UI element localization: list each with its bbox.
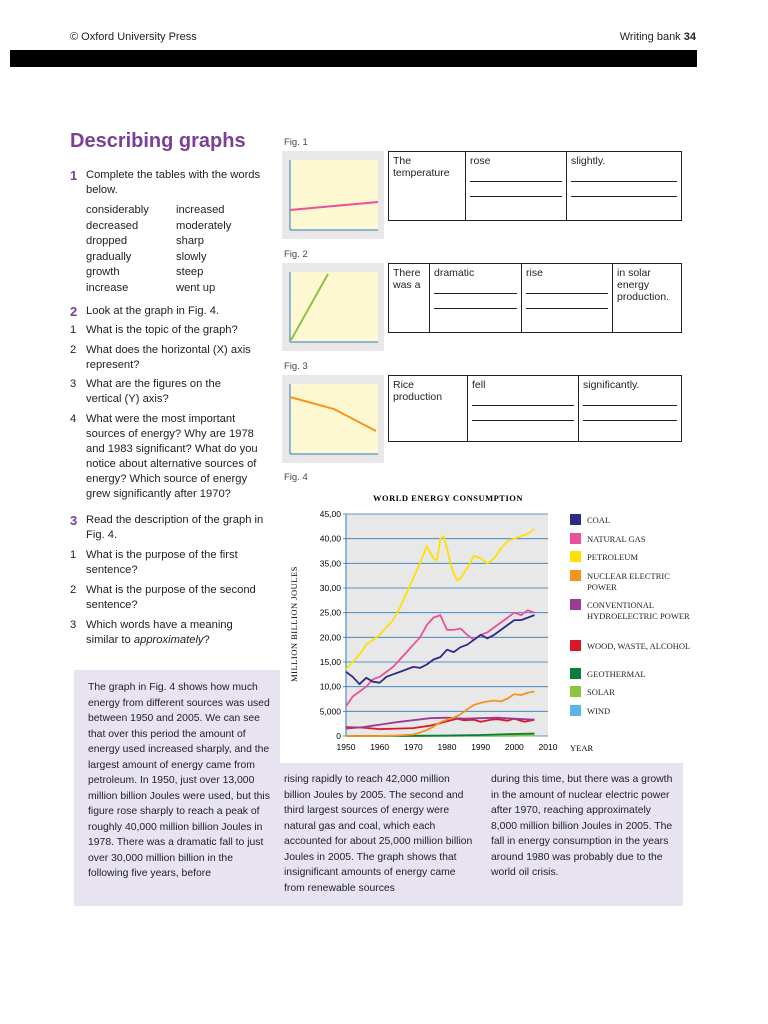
description-col-3: during this time, but there was a growth in the amount of nuclear electric power after 1970, reaching approximately 8,000 million billion Joules in 2005. The fall in energy consumption in the years around 1980 was probably due to the world oil crisis. <box>491 774 673 878</box>
answer-blank[interactable] <box>434 293 517 294</box>
x-tick-label: 2010 <box>538 742 558 752</box>
y-tick-label: 40,00 <box>319 533 341 544</box>
table-cell: significantly. <box>579 376 682 442</box>
y-tick-label: 30,00 <box>319 583 341 593</box>
word-bank-col-2 <box>176 203 231 296</box>
trend-line <box>290 397 376 431</box>
legend-label: COAL <box>587 515 611 525</box>
question-item: 1 What is the purpose of the first sentence? <box>70 549 238 576</box>
legend-swatch <box>570 533 581 544</box>
word-item: slowly <box>176 250 207 263</box>
exercise-3-number: 3 <box>70 513 78 528</box>
y-axis-label: MILLION BILLION JOULES <box>289 566 299 682</box>
fig-2-table <box>388 263 682 333</box>
x-tick-label: 1950 <box>336 742 356 752</box>
x-tick-label: 1970 <box>403 742 423 752</box>
trend-line <box>291 274 328 340</box>
legend-swatch <box>570 705 581 716</box>
word-item: sharp <box>176 235 204 247</box>
page-title: Describing graphs <box>70 130 246 152</box>
exercise-2-number: 2 <box>70 304 78 319</box>
table-cell: There was a <box>389 264 430 333</box>
legend-swatch <box>570 599 581 610</box>
word-item: considerably <box>86 204 149 216</box>
question-item: 1 What is the topic of the graph? <box>70 324 238 336</box>
y-tick-label: 25,00 <box>319 607 341 618</box>
publisher-credit: © Oxford University Press <box>70 31 197 43</box>
y-tick-label: 15,00 <box>319 657 341 667</box>
y-tick-label: 10,00 <box>319 681 341 692</box>
description-col-1: The graph in Fig. 4 shows how much energy from different sources was used between 1950 and 2005. We can see that over this period the amount of energy used increased sharply, and the largest amount of energy came from petroleum. In 1950, just over 13,000 million billion Joules were used, but this figure rose sharply to reach a peak of roughly 40,000 million billion Joules in 1978. There was a dramatic fall to just over 30,000 million billion in the following five years, before <box>88 682 270 879</box>
table-cell: dramatic <box>430 264 522 333</box>
legend-swatch <box>570 551 581 562</box>
word-item: increase <box>86 281 129 294</box>
answer-blank[interactable] <box>571 181 677 182</box>
question-item: 2 What does the horizontal (X) axis represent? <box>70 344 251 371</box>
word-item: gradually <box>86 250 132 263</box>
legend-label: PETROLEUM <box>587 552 638 562</box>
legend-label: CONVENTIONAL HYDROELECTRIC POWER <box>587 600 690 621</box>
page-header-right <box>620 31 696 43</box>
y-tick-label: 45,00 <box>319 509 341 519</box>
answer-blank[interactable] <box>583 405 677 406</box>
answer-blank[interactable] <box>571 196 677 197</box>
exercise-3 <box>70 513 270 543</box>
word-item: growth <box>86 266 120 278</box>
legend-swatch <box>570 570 581 581</box>
y-tick-label: 5,000 <box>319 706 341 717</box>
answer-blank[interactable] <box>472 420 574 421</box>
fig-1-graph <box>282 151 384 239</box>
word-item: dropped <box>86 235 128 247</box>
table-cell: The temperature <box>389 152 466 221</box>
fig-2-label: Fig. 2 <box>284 249 308 260</box>
x-tick-label: 1960 <box>370 742 390 752</box>
answer-blank[interactable] <box>583 420 677 421</box>
question-item: 4 What were the most important sources of energy? Why are 1978 and 1983 significant? What do you notice about alternative sources of energy? Which source of energy grew significantly after 1970? <box>70 413 258 500</box>
legend-swatch <box>570 668 581 679</box>
y-tick-label: 0 <box>336 731 341 741</box>
fig-1-label: Fig. 1 <box>284 137 308 148</box>
legend-label: GEOTHERMAL <box>587 669 646 679</box>
fig-3-label: Fig. 3 <box>284 361 308 372</box>
x-tick-label: 2000 <box>504 742 524 752</box>
answer-blank[interactable] <box>526 308 608 309</box>
legend-swatch <box>570 514 581 525</box>
fig-2-graph <box>282 263 384 351</box>
word-item: steep <box>176 266 204 278</box>
world-energy-chart <box>280 488 700 760</box>
chart-title: WORLD ENERGY CONSUMPTION <box>372 493 524 503</box>
legend-label: WOOD, WASTE, ALCOHOL <box>587 641 691 651</box>
legend-label: NUCLEAR ELECTRIC POWER <box>587 571 670 592</box>
word-bank-col-1 <box>86 203 149 296</box>
question-item: 3 What are the figures on the vertical (Y) axis? <box>70 378 221 405</box>
table-cell: in solar energy production. <box>613 264 682 333</box>
fig-3-table <box>388 375 682 442</box>
section-name: Writing bank <box>619 31 681 43</box>
x-axis-label: YEAR <box>570 743 594 753</box>
y-tick-label: 35,00 <box>319 558 341 569</box>
y-tick-label: 20,00 <box>319 632 341 643</box>
answer-blank[interactable] <box>470 196 562 197</box>
x-tick-label: 1980 <box>437 742 457 752</box>
x-tick-label: 1990 <box>471 742 491 752</box>
fig-3-graph <box>282 375 384 463</box>
question-item: 3 Which words have a meaning similar to approximately? <box>70 619 233 646</box>
description-col-2: rising rapidly to reach 42,000 million billion Joules by 2005. The second and third largest sources of energy were natural gas and coal, which each accounted for about 25,000 million billion Joules in 2005. The graph shows that insignificant amounts of energy came from renewable sources <box>284 774 473 894</box>
answer-blank[interactable] <box>434 308 517 309</box>
page-number: 34 <box>683 31 696 43</box>
question-item: 2 What is the purpose of the second sentence? <box>70 584 256 611</box>
exercise-1-text: Complete the tables with the words below. <box>86 169 261 196</box>
legend-swatch <box>570 640 581 651</box>
word-item: increased <box>176 204 225 216</box>
word-item: decreased <box>86 219 139 232</box>
table-cell: slightly. <box>567 152 682 221</box>
legend-label: WIND <box>587 706 611 716</box>
answer-blank[interactable] <box>472 405 574 406</box>
table-cell: Rice production <box>389 376 468 442</box>
legend-label: NATURAL GAS <box>587 534 646 544</box>
answer-blank[interactable] <box>526 293 608 294</box>
exercise-2-text: Look at the graph in Fig. 4. <box>86 305 220 317</box>
legend-label: SOLAR <box>587 687 615 697</box>
fig-4-label: Fig. 4 <box>284 472 308 483</box>
exercise-1-number: 1 <box>70 168 78 183</box>
legend-swatch <box>570 686 581 697</box>
fig-1-table <box>388 151 682 221</box>
answer-blank[interactable] <box>470 181 562 182</box>
table-cell: rise <box>522 264 613 333</box>
trend-line <box>290 202 378 210</box>
header-band <box>10 50 697 67</box>
exercise-3-text: Read the description of the graph in Fig. 4. <box>86 514 264 541</box>
word-item: moderately <box>176 219 232 232</box>
table-cell: rose <box>466 152 567 221</box>
word-item: went up <box>176 281 216 294</box>
table-cell: fell <box>468 376 579 442</box>
